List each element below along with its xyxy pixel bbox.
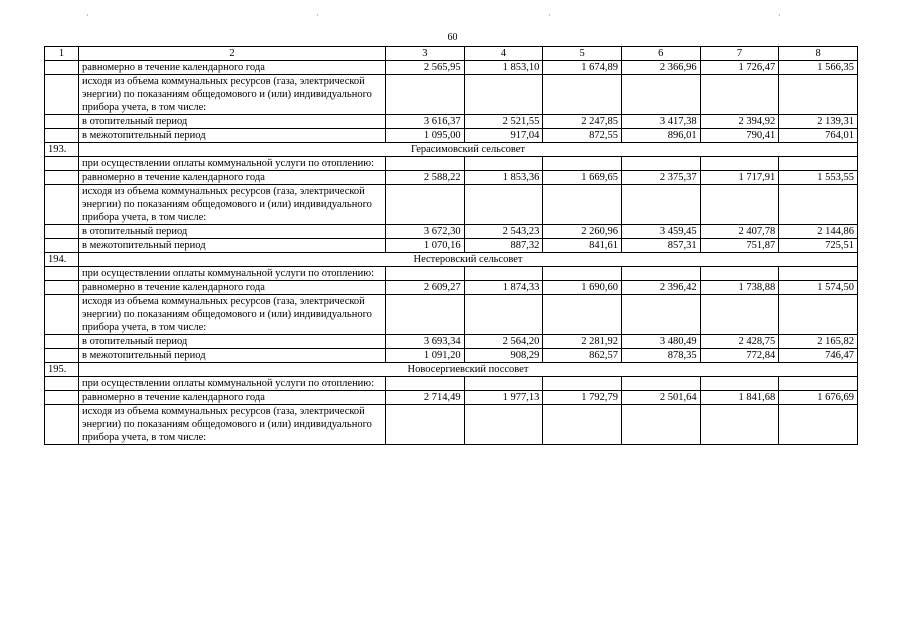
value-cell: 1 977,13	[464, 391, 543, 405]
empty-cell	[621, 267, 700, 281]
value-cell: 751,87	[700, 239, 779, 253]
data-row	[45, 129, 858, 143]
row-label: исходя из объема коммунальных ресурсов (газа, электрической энергии) по показаниям общедомового и (или) индивидуального прибора учета, в том числе:	[79, 185, 386, 225]
row-number-cell	[45, 267, 79, 281]
value-cell: 2 139,31	[779, 115, 858, 129]
data-row	[45, 349, 858, 363]
row-label: при осуществлении оплаты коммунальной услуги по отоплению:	[79, 267, 386, 281]
section-name: Нестеровский сельсовет	[79, 253, 858, 267]
empty-cell	[464, 157, 543, 171]
empty-cell	[464, 75, 543, 115]
empty-cell	[779, 295, 858, 335]
empty-cell	[779, 157, 858, 171]
value-cell: 3 480,49	[621, 335, 700, 349]
value-cell: 2 144,86	[779, 225, 858, 239]
value-cell: 1 674,89	[543, 61, 622, 75]
value-cell: 2 396,42	[621, 281, 700, 295]
value-cell: 725,51	[779, 239, 858, 253]
empty-cell	[464, 185, 543, 225]
empty-cell	[700, 267, 779, 281]
row-number-cell	[45, 129, 79, 143]
empty-cell	[386, 157, 465, 171]
value-cell: 1 874,33	[464, 281, 543, 295]
value-cell: 872,55	[543, 129, 622, 143]
text-row	[45, 75, 858, 115]
empty-cell	[621, 295, 700, 335]
value-cell: 1 566,35	[779, 61, 858, 75]
value-cell: 1 091,20	[386, 349, 465, 363]
empty-cell	[464, 267, 543, 281]
column-number: 1	[45, 47, 79, 61]
row-number-cell	[45, 75, 79, 115]
scan-speck: ·	[548, 11, 551, 20]
row-number-cell	[45, 281, 79, 295]
text-row	[45, 295, 858, 335]
empty-cell	[700, 75, 779, 115]
value-cell: 2 247,85	[543, 115, 622, 129]
row-number-cell	[45, 377, 79, 391]
empty-cell	[700, 185, 779, 225]
value-cell: 1 095,00	[386, 129, 465, 143]
value-cell: 772,84	[700, 349, 779, 363]
row-number-cell	[45, 185, 79, 225]
row-label: в отопительный период	[79, 225, 386, 239]
empty-cell	[386, 377, 465, 391]
empty-cell	[464, 405, 543, 445]
data-row	[45, 225, 858, 239]
column-number: 8	[779, 47, 858, 61]
value-cell: 2 366,96	[621, 61, 700, 75]
empty-cell	[621, 185, 700, 225]
value-cell: 1 070,16	[386, 239, 465, 253]
empty-cell	[386, 267, 465, 281]
value-cell: 2 714,49	[386, 391, 465, 405]
value-cell: 1 853,10	[464, 61, 543, 75]
section-row	[45, 253, 858, 267]
value-cell: 2 521,55	[464, 115, 543, 129]
section-name: Новосергиевский поссовет	[79, 363, 858, 377]
tariff-table-body	[45, 47, 858, 445]
column-number-row	[45, 47, 858, 61]
value-cell: 1 841,68	[700, 391, 779, 405]
empty-cell	[543, 75, 622, 115]
row-label: исходя из объема коммунальных ресурсов (газа, электрической энергии) по показаниям общедомового и (или) индивидуального прибора учета, в том числе:	[79, 405, 386, 445]
value-cell: 3 459,45	[621, 225, 700, 239]
value-cell: 908,29	[464, 349, 543, 363]
value-cell: 3 672,30	[386, 225, 465, 239]
empty-cell	[543, 157, 622, 171]
column-number: 7	[700, 47, 779, 61]
value-cell: 1 792,79	[543, 391, 622, 405]
value-cell: 1 574,50	[779, 281, 858, 295]
empty-cell	[543, 377, 622, 391]
value-cell: 2 375,37	[621, 171, 700, 185]
row-number-cell	[45, 405, 79, 445]
row-number-cell	[45, 349, 79, 363]
value-cell: 3 693,34	[386, 335, 465, 349]
data-row	[45, 61, 858, 75]
row-number-cell	[45, 335, 79, 349]
value-cell: 1 726,47	[700, 61, 779, 75]
data-row	[45, 391, 858, 405]
row-label: в межотопительный период	[79, 129, 386, 143]
value-cell: 1 553,55	[779, 171, 858, 185]
value-cell: 746,47	[779, 349, 858, 363]
row-label: при осуществлении оплаты коммунальной услуги по отоплению:	[79, 377, 386, 391]
text-row	[45, 185, 858, 225]
empty-cell	[779, 75, 858, 115]
scan-speck: ·	[316, 11, 319, 20]
tariff-table	[44, 46, 858, 445]
column-number: 2	[79, 47, 386, 61]
empty-cell	[543, 295, 622, 335]
data-row	[45, 115, 858, 129]
text-row	[45, 377, 858, 391]
empty-cell	[621, 157, 700, 171]
scan-speck: ·	[86, 11, 89, 20]
value-cell: 3 616,37	[386, 115, 465, 129]
empty-cell	[779, 185, 858, 225]
empty-cell	[700, 405, 779, 445]
section-name: Герасимовский сельсовет	[79, 143, 858, 157]
row-label: в отопительный период	[79, 335, 386, 349]
empty-cell	[779, 377, 858, 391]
empty-cell	[779, 267, 858, 281]
row-label: в межотопительный период	[79, 349, 386, 363]
row-number-cell	[45, 225, 79, 239]
row-number-cell	[45, 171, 79, 185]
section-row	[45, 143, 858, 157]
value-cell: 1 717,91	[700, 171, 779, 185]
row-number-cell	[45, 115, 79, 129]
row-label: в отопительный период	[79, 115, 386, 129]
row-label: равномерно в течение календарного года	[79, 171, 386, 185]
section-number: 193.	[45, 143, 79, 157]
column-number: 5	[543, 47, 622, 61]
value-cell: 2 609,27	[386, 281, 465, 295]
value-cell: 2 281,92	[543, 335, 622, 349]
empty-cell	[386, 185, 465, 225]
value-cell: 2 428,75	[700, 335, 779, 349]
row-number-cell	[45, 391, 79, 405]
scan-speck: ·	[778, 11, 781, 20]
row-label: равномерно в течение календарного года	[79, 391, 386, 405]
value-cell: 1 676,69	[779, 391, 858, 405]
section-row	[45, 363, 858, 377]
value-cell: 2 165,82	[779, 335, 858, 349]
row-label: равномерно в течение календарного года	[79, 281, 386, 295]
row-number-cell	[45, 295, 79, 335]
row-label: исходя из объема коммунальных ресурсов (газа, электрической энергии) по показаниям общедомового и (или) индивидуального прибора учета, в том числе:	[79, 75, 386, 115]
value-cell: 896,01	[621, 129, 700, 143]
row-label: в межотопительный период	[79, 239, 386, 253]
value-cell: 1 853,36	[464, 171, 543, 185]
value-cell: 2 407,78	[700, 225, 779, 239]
row-number-cell	[45, 157, 79, 171]
value-cell: 790,41	[700, 129, 779, 143]
column-number: 6	[621, 47, 700, 61]
value-cell: 2 543,23	[464, 225, 543, 239]
value-cell: 862,57	[543, 349, 622, 363]
empty-cell	[386, 75, 465, 115]
text-row	[45, 157, 858, 171]
value-cell: 1 738,88	[700, 281, 779, 295]
data-row	[45, 335, 858, 349]
page-number: 60	[447, 32, 458, 43]
value-cell: 2 588,22	[386, 171, 465, 185]
empty-cell	[621, 75, 700, 115]
empty-cell	[543, 405, 622, 445]
empty-cell	[700, 157, 779, 171]
section-number: 194.	[45, 253, 79, 267]
column-number: 4	[464, 47, 543, 61]
value-cell: 2 565,95	[386, 61, 465, 75]
empty-cell	[621, 377, 700, 391]
data-row	[45, 239, 858, 253]
value-cell: 764,01	[779, 129, 858, 143]
data-row	[45, 171, 858, 185]
row-label: равномерно в течение календарного года	[79, 61, 386, 75]
empty-cell	[543, 185, 622, 225]
value-cell: 2 394,92	[700, 115, 779, 129]
empty-cell	[543, 267, 622, 281]
value-cell: 1 690,60	[543, 281, 622, 295]
value-cell: 841,61	[543, 239, 622, 253]
empty-cell	[779, 405, 858, 445]
empty-cell	[386, 295, 465, 335]
value-cell: 887,32	[464, 239, 543, 253]
empty-cell	[464, 295, 543, 335]
value-cell: 3 417,38	[621, 115, 700, 129]
row-number-cell	[45, 239, 79, 253]
empty-cell	[621, 405, 700, 445]
value-cell: 2 501,64	[621, 391, 700, 405]
value-cell: 2 564,20	[464, 335, 543, 349]
empty-cell	[464, 377, 543, 391]
data-row	[45, 281, 858, 295]
empty-cell	[700, 377, 779, 391]
section-number: 195.	[45, 363, 79, 377]
empty-cell	[386, 405, 465, 445]
value-cell: 917,04	[464, 129, 543, 143]
text-row	[45, 267, 858, 281]
empty-cell	[700, 295, 779, 335]
row-label: исходя из объема коммунальных ресурсов (газа, электрической энергии) по показаниям общедомового и (или) индивидуального прибора учета, в том числе:	[79, 295, 386, 335]
row-number-cell	[45, 61, 79, 75]
column-number: 3	[386, 47, 465, 61]
value-cell: 878,35	[621, 349, 700, 363]
row-label: при осуществлении оплаты коммунальной услуги по отоплению:	[79, 157, 386, 171]
value-cell: 857,31	[621, 239, 700, 253]
value-cell: 2 260,96	[543, 225, 622, 239]
text-row	[45, 405, 858, 445]
value-cell: 1 669,65	[543, 171, 622, 185]
